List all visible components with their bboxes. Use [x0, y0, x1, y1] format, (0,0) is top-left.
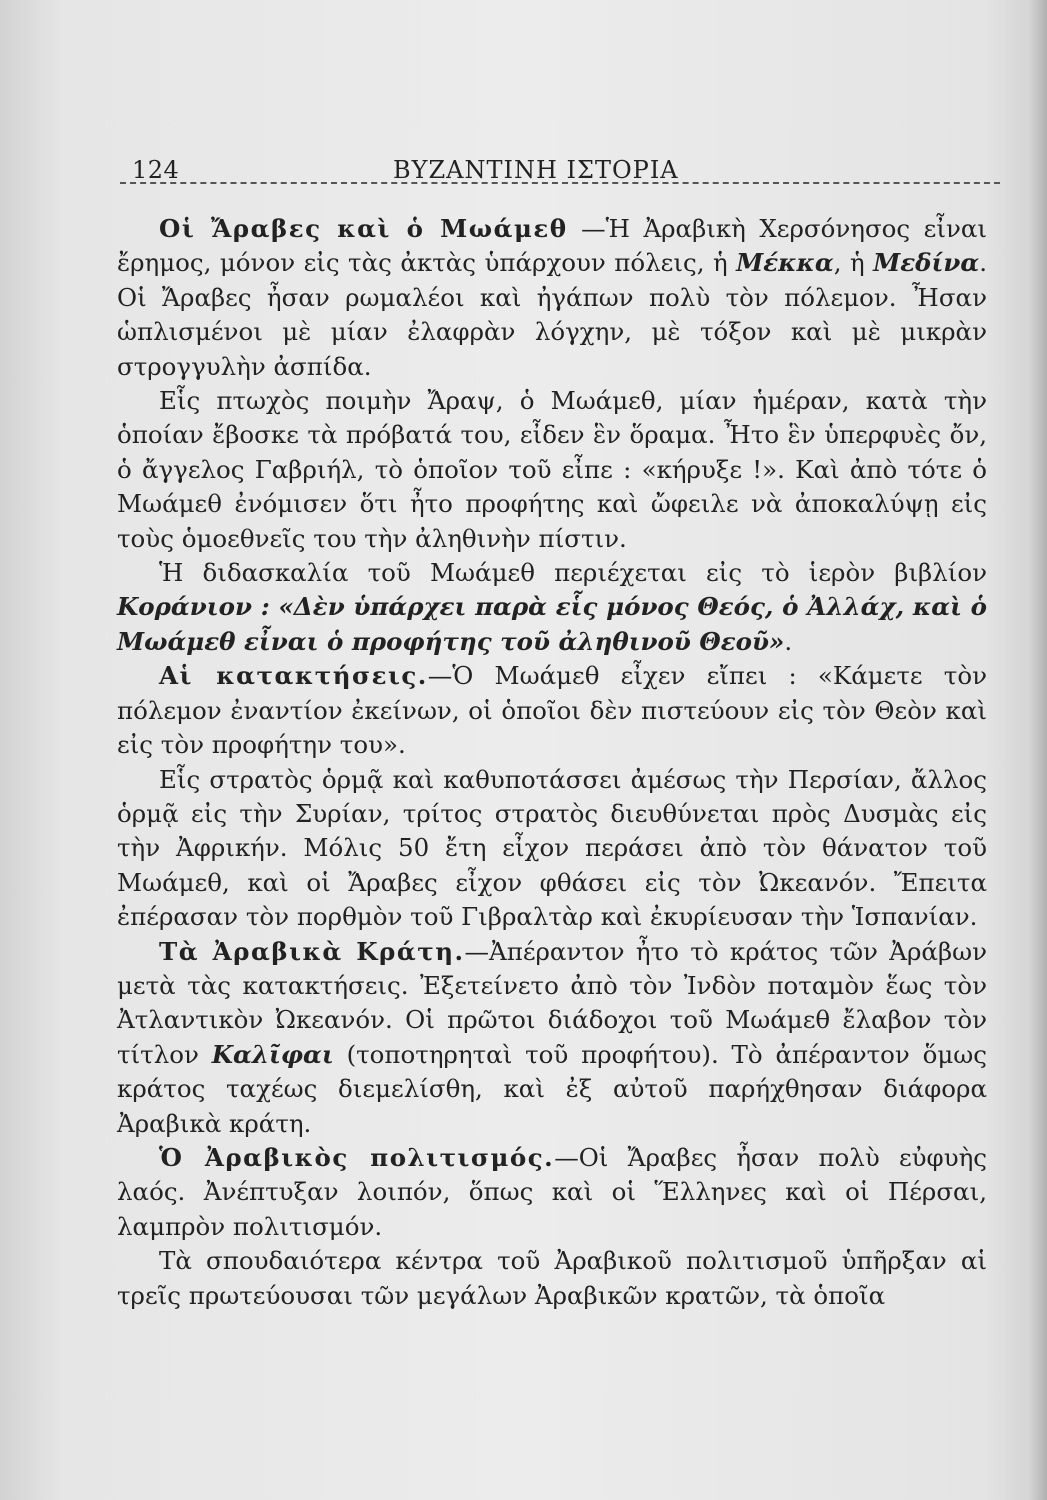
- section-heading-arab-states: Τὰ Ἀραβικὰ Κράτη.: [159, 936, 465, 966]
- paragraph-arabs-and-mohammed: Οἱ Ἄραβες καὶ ὁ Μωάμεθ —Ἡ Ἀραβικὴ Χερσόνησος εἶναι ἔρημος, μόνον εἰς τὰς ἀκτὰς ὑπάρχουν πόλεις, ἡ Μέκκα, ἡ Μεδίνα. Οἱ Ἄραβες ἦσαν ρωμαλέοι καὶ ἠγάπων πολὺ τὸν πόλεμον. Ἦσαν ὡπλισμένοι μὲ μίαν ἐλαφρὰν λόγχην, μὲ τόξον καὶ μὲ μικρὰν στρογγυλὴν ἀσπίδα.: [117, 214, 988, 381]
- section-heading-conquests: Αἱ κατακτήσεις.: [159, 661, 428, 691]
- city-medina: Μεδίνα: [873, 248, 980, 278]
- paragraph-conquests: Αἱ κατακτήσεις.—Ὁ Μωάμεθ εἶχεν εἴπει : «Κάμετε τὸν πόλεμον ἐναντίον ἐκείνων, οἱ ὁποῖοι δὲν πιστεύουν εἰς τὸν Θεὸν καὶ εἰς τὸν προφήτην του».: [117, 661, 988, 760]
- paragraph-civilization: Ὁ Ἀραβικὸς πολιτισμός.—Οἱ Ἄραβες ἦσαν πολὺ εὐφυὴς λαός. Ἀνέπτυξαν λοιπόν, ὅπως καὶ οἱ Ἕλληνες καὶ οἱ Πέρσαι, λαμπρὸν πολιτισμόν.: [117, 1142, 988, 1241]
- paragraph-koran: Ἡ διδασκαλία τοῦ Μωάμεθ περιέχεται εἰς τὸ ἱερὸν βιβλίον Κοράνιον : «Δὲν ὑπάρχει παρὰ εἷς μόνος Θεός, ὁ Ἀλλάχ, καὶ ὁ Μωάμεθ εἶναι ὁ προφήτης τοῦ ἀληθινοῦ Θεοῦ».: [117, 558, 987, 656]
- paragraph-vision: Εἷς πτωχὸς ποιμὴν Ἄραψ, ὁ Μωάμεθ, μίαν ἡμέραν, κατὰ τὴν ὁποίαν ἔβοσκε τὰ πρόβατά του, εἶδεν ἓν ὅραμα. Ἦτο ἓν ὑπερφυὲς ὄν, ὁ ἄγγελος Γαβριήλ, τὸ ὁποῖον τοῦ εἶπε : «κήρυξε !». Καὶ ἀπὸ τότε ὁ Μωάμεθ ἐνόμισεν ὅτι ἦτο προφήτης καὶ ὤφειλε νὰ ἀποκαλύψῃ εἰς τοὺς ὁμοεθνεῖς του τὴν ἀληθινὴν πίστιν.: [117, 386, 987, 553]
- page-edge-shadow: [1029, 0, 1047, 1500]
- paragraph-arab-states: Τὰ Ἀραβικὰ Κράτη.—Ἀπέραντον ἦτο τὸ κράτος τῶν Ἀράβων μετὰ τὰς κατακτήσεις. Ἐξετείνετο ἀπὸ τὸν Ἰνδὸν ποταμὸν ἕως τὸν Ἀτλαντικὸν Ὠκεανόν. Οἱ πρῶτοι διάδοχοι τοῦ Μωάμεθ ἔλαβον τὸν τίτλον Καλῖφαι (τοποτηρηταὶ τοῦ προφήτου). Τὸ ἀπέραντον ὅμως κράτος ταχέως διεμελίσθη, καὶ ἐξ αὐτοῦ παρήχθησαν διάφορα Ἀραβικὰ κράτη.: [117, 936, 987, 1138]
- page-number: 124: [132, 156, 180, 184]
- term-caliphs: Καλῖφαι: [211, 1039, 334, 1069]
- city-mecca: Μέκκα: [736, 248, 834, 278]
- paragraph-centers: Τὰ σπουδαιότερα κέντρα τοῦ Ἀραβικοῦ πολιτισμοῦ ὑπῆρξαν αἱ τρεῖς πρωτεύουσαι τῶν μεγάλων Ἀραβικῶν κρατῶν, τὰ ὁποῖα: [117, 1246, 987, 1310]
- section-heading-civilization: Ὁ Ἀραβικὸς πολιτισμός.: [159, 1142, 555, 1172]
- koran-quote: Κοράνιον : «Δὲν ὑπάρχει παρὰ εἷς μόνος Θεός, ὁ Ἀλλάχ, καὶ ὁ Μωάμεθ εἶναι ὁ προφήτης τοῦ ἀληθινοῦ Θεοῦ»: [117, 592, 987, 656]
- section-heading-arabs: Οἱ Ἄραβες καὶ ὁ Μωάμεθ: [159, 214, 568, 243]
- running-title: ΒΥΖΑΝΤΙΝΗ ΙΣΤΟΡΙΑ: [393, 156, 679, 184]
- body-text: [117, 212, 987, 1313]
- header-rule: [120, 182, 1000, 184]
- paragraph-armies: Εἷς στρατὸς ὁρμᾷ καὶ καθυποτάσσει ἀμέσως τὴν Περσίαν, ἄλλος ὁρμᾷ εἰς τὴν Συρίαν, τρίτος στρατὸς διευθύνεται πρὸς Δυσμὰς εἰς τὴν Ἀφρικήν. Μόλις 50 ἔτη εἶχον περάσει ἀπὸ τὸν θάνατον τοῦ Μωάμεθ, καὶ οἱ Ἄραβες εἶχον φθάσει εἰς τὸν Ὠκεανόν. Ἔπειτα ἐπέρασαν τὸν πορθμὸν τοῦ Γιβραλτὰρ καὶ ἐκυρίευσαν τὴν Ἱσπανίαν.: [117, 764, 987, 932]
